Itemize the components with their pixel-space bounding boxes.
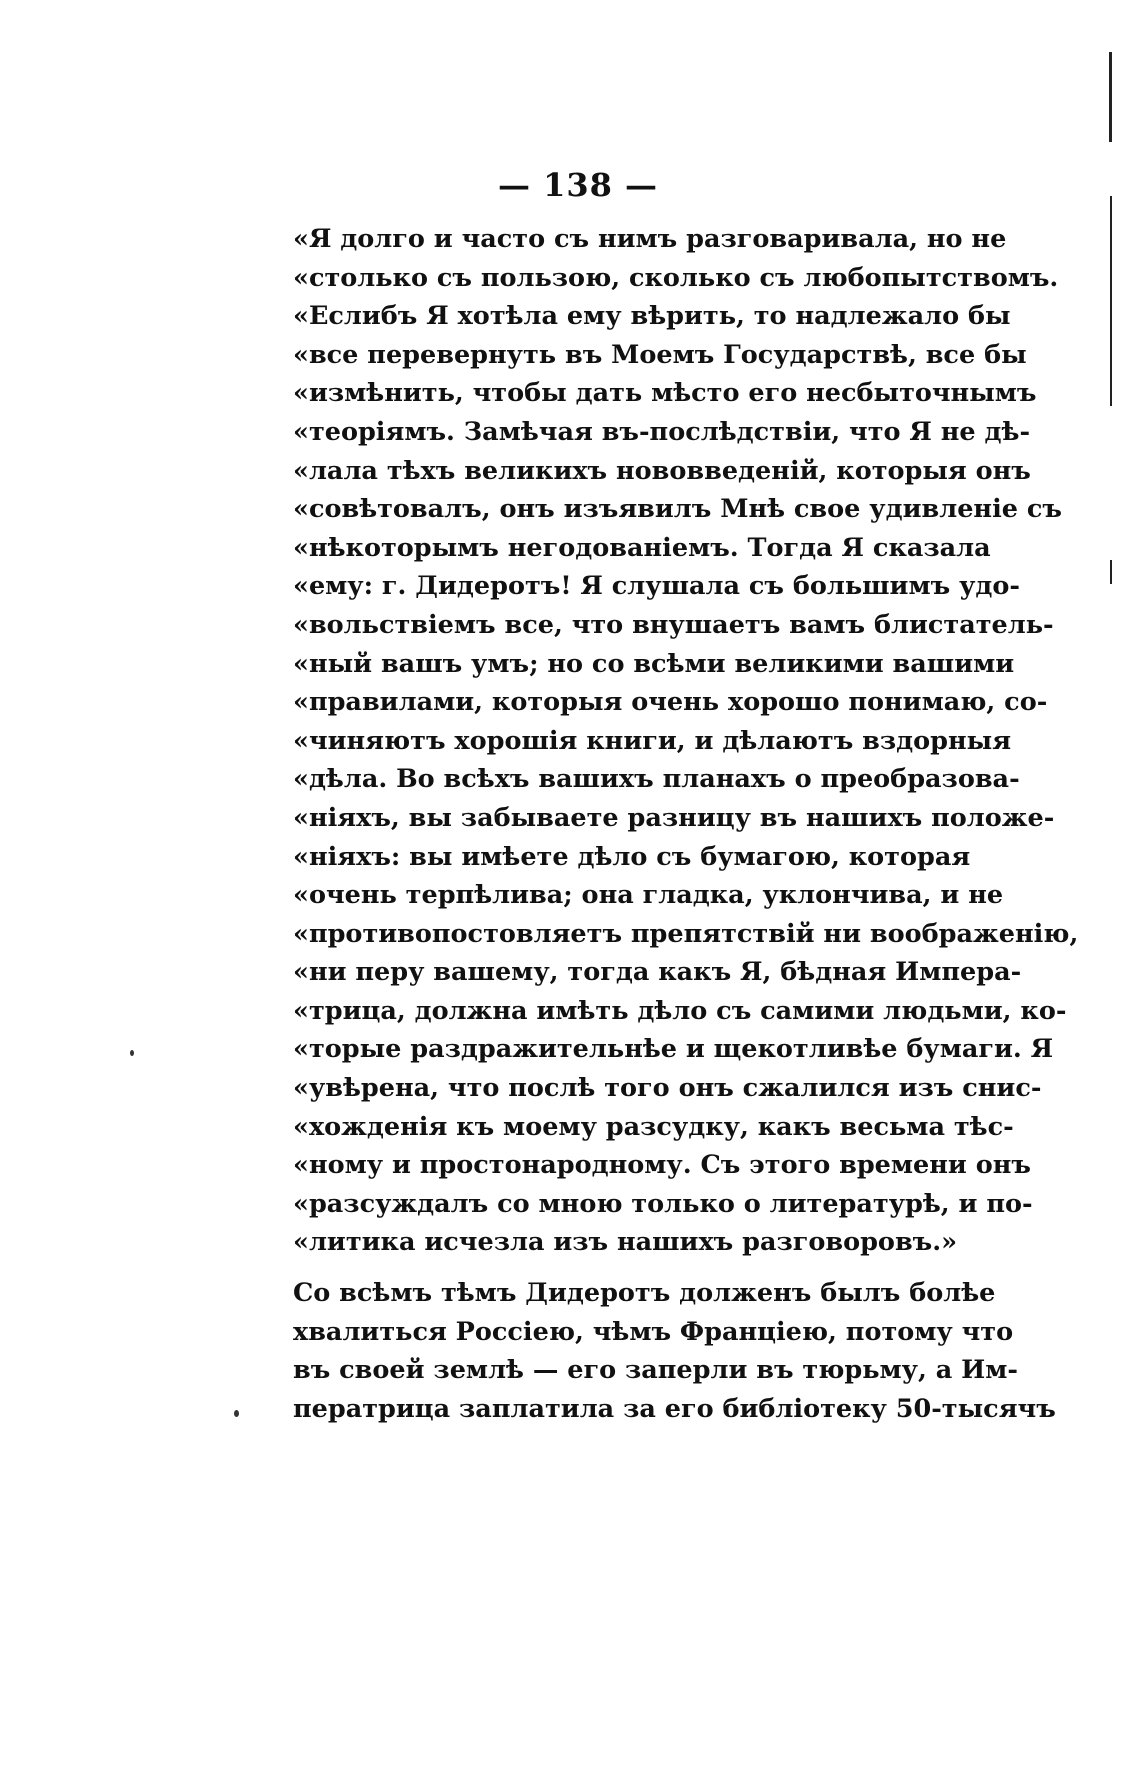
- text-line: «дѣла. Во всѣхъ вашихъ планахъ о преобразова-: [293, 764, 1020, 795]
- scan-speck: [234, 1410, 239, 1417]
- text-line: «совѣтовалъ, онъ изъявилъ Мнѣ свое удивленіе съ: [293, 494, 1062, 525]
- text-line: «трица, должна имѣть дѣло съ самими людьми, ко-: [293, 995, 1067, 1026]
- scan-edge-rule: [1110, 560, 1112, 584]
- text-line: «разсуждалъ со мною только о литературѣ, и по-: [293, 1188, 1033, 1219]
- text-line: «все перевернуть въ Моемъ Государствѣ, все бы: [293, 339, 1027, 370]
- paragraph: [293, 1274, 1056, 1428]
- text-line: «ніяхъ: вы имѣете дѣло съ бумагою, которая: [293, 841, 971, 872]
- text-line: «Еслибъ Я хотѣла ему вѣрить, то надлежало бы: [293, 301, 1011, 332]
- text-line: «ному и простонародному. Съ этого времени онъ: [293, 1150, 1031, 1181]
- text-line: «лала тѣхъ великихъ нововведеній, которыя онъ: [293, 455, 1031, 486]
- scan-edge-rule: [1109, 52, 1112, 142]
- text-line: «теоріямъ. Замѣчая въ-послѣдствіи, что Я не дѣ-: [293, 416, 1031, 447]
- text-line: «измѣнить, чтобы дать мѣсто его несбыточнымъ: [293, 378, 1037, 409]
- text-line: въ своей землѣ — его заперли въ тюрьму, а Им-: [293, 1355, 1018, 1386]
- text-line: «вольствіемъ все, что внушаетъ вамъ блистатель-: [293, 609, 1054, 640]
- text-line: ператрица заплатила за его библіотеку 50-тысячъ: [293, 1393, 1056, 1424]
- text-line: «ный вашъ умъ; но со всѣми великими вашими: [293, 648, 1015, 679]
- text-line: «правилами, которыя очень хорошо понимаю, со-: [293, 687, 1048, 718]
- text-line: хвалиться Россіею, чѣмъ Франціею, потому что: [293, 1316, 1014, 1347]
- scan-speck: [130, 1050, 134, 1056]
- text-line: «очень терпѣлива; она гладка, уклончива, и не: [293, 880, 1004, 911]
- text-line: Со всѣмъ тѣмъ Дидеротъ долженъ былъ болѣе: [293, 1278, 996, 1309]
- text-line: «торые раздражительнѣе и щекотливѣе бумаги. Я: [293, 1034, 1054, 1065]
- scan-edge-rule: [1110, 196, 1112, 406]
- text-line: «ни перу вашему, тогда какъ Я, бѣдная Импера-: [293, 957, 1022, 988]
- page-number: — 138 —: [497, 166, 659, 204]
- quote-paragraph: [293, 220, 1079, 1262]
- text-line: «увѣрена, что послѣ того онъ сжалился изъ снис-: [293, 1073, 1042, 1104]
- text-line: «столько съ пользою, сколько съ любопытствомъ.: [293, 262, 1059, 293]
- body-text: [293, 220, 1079, 1428]
- text-line: «противопостовляетъ препятствій ни воображенію,: [293, 918, 1079, 949]
- text-line: «литика исчезла изъ нашихъ разговоровъ.»: [293, 1227, 958, 1258]
- text-line: «ніяхъ, вы забываете разницу въ нашихъ положе-: [293, 802, 1055, 833]
- text-line: «нѣкоторымъ негодованіемъ. Тогда Я сказала: [293, 532, 991, 563]
- text-line: «ему: г. Дидеротъ! Я слушала съ большимъ удо-: [293, 571, 1020, 602]
- text-line: «чиняютъ хорошія книги, и дѣлаютъ вздорныя: [293, 725, 1012, 756]
- text-line: «Я долго и часто съ нимъ разговаривала, но не: [293, 224, 1007, 254]
- text-line: «хожденія къ моему разсудку, какъ весьма тѣс-: [293, 1111, 1014, 1142]
